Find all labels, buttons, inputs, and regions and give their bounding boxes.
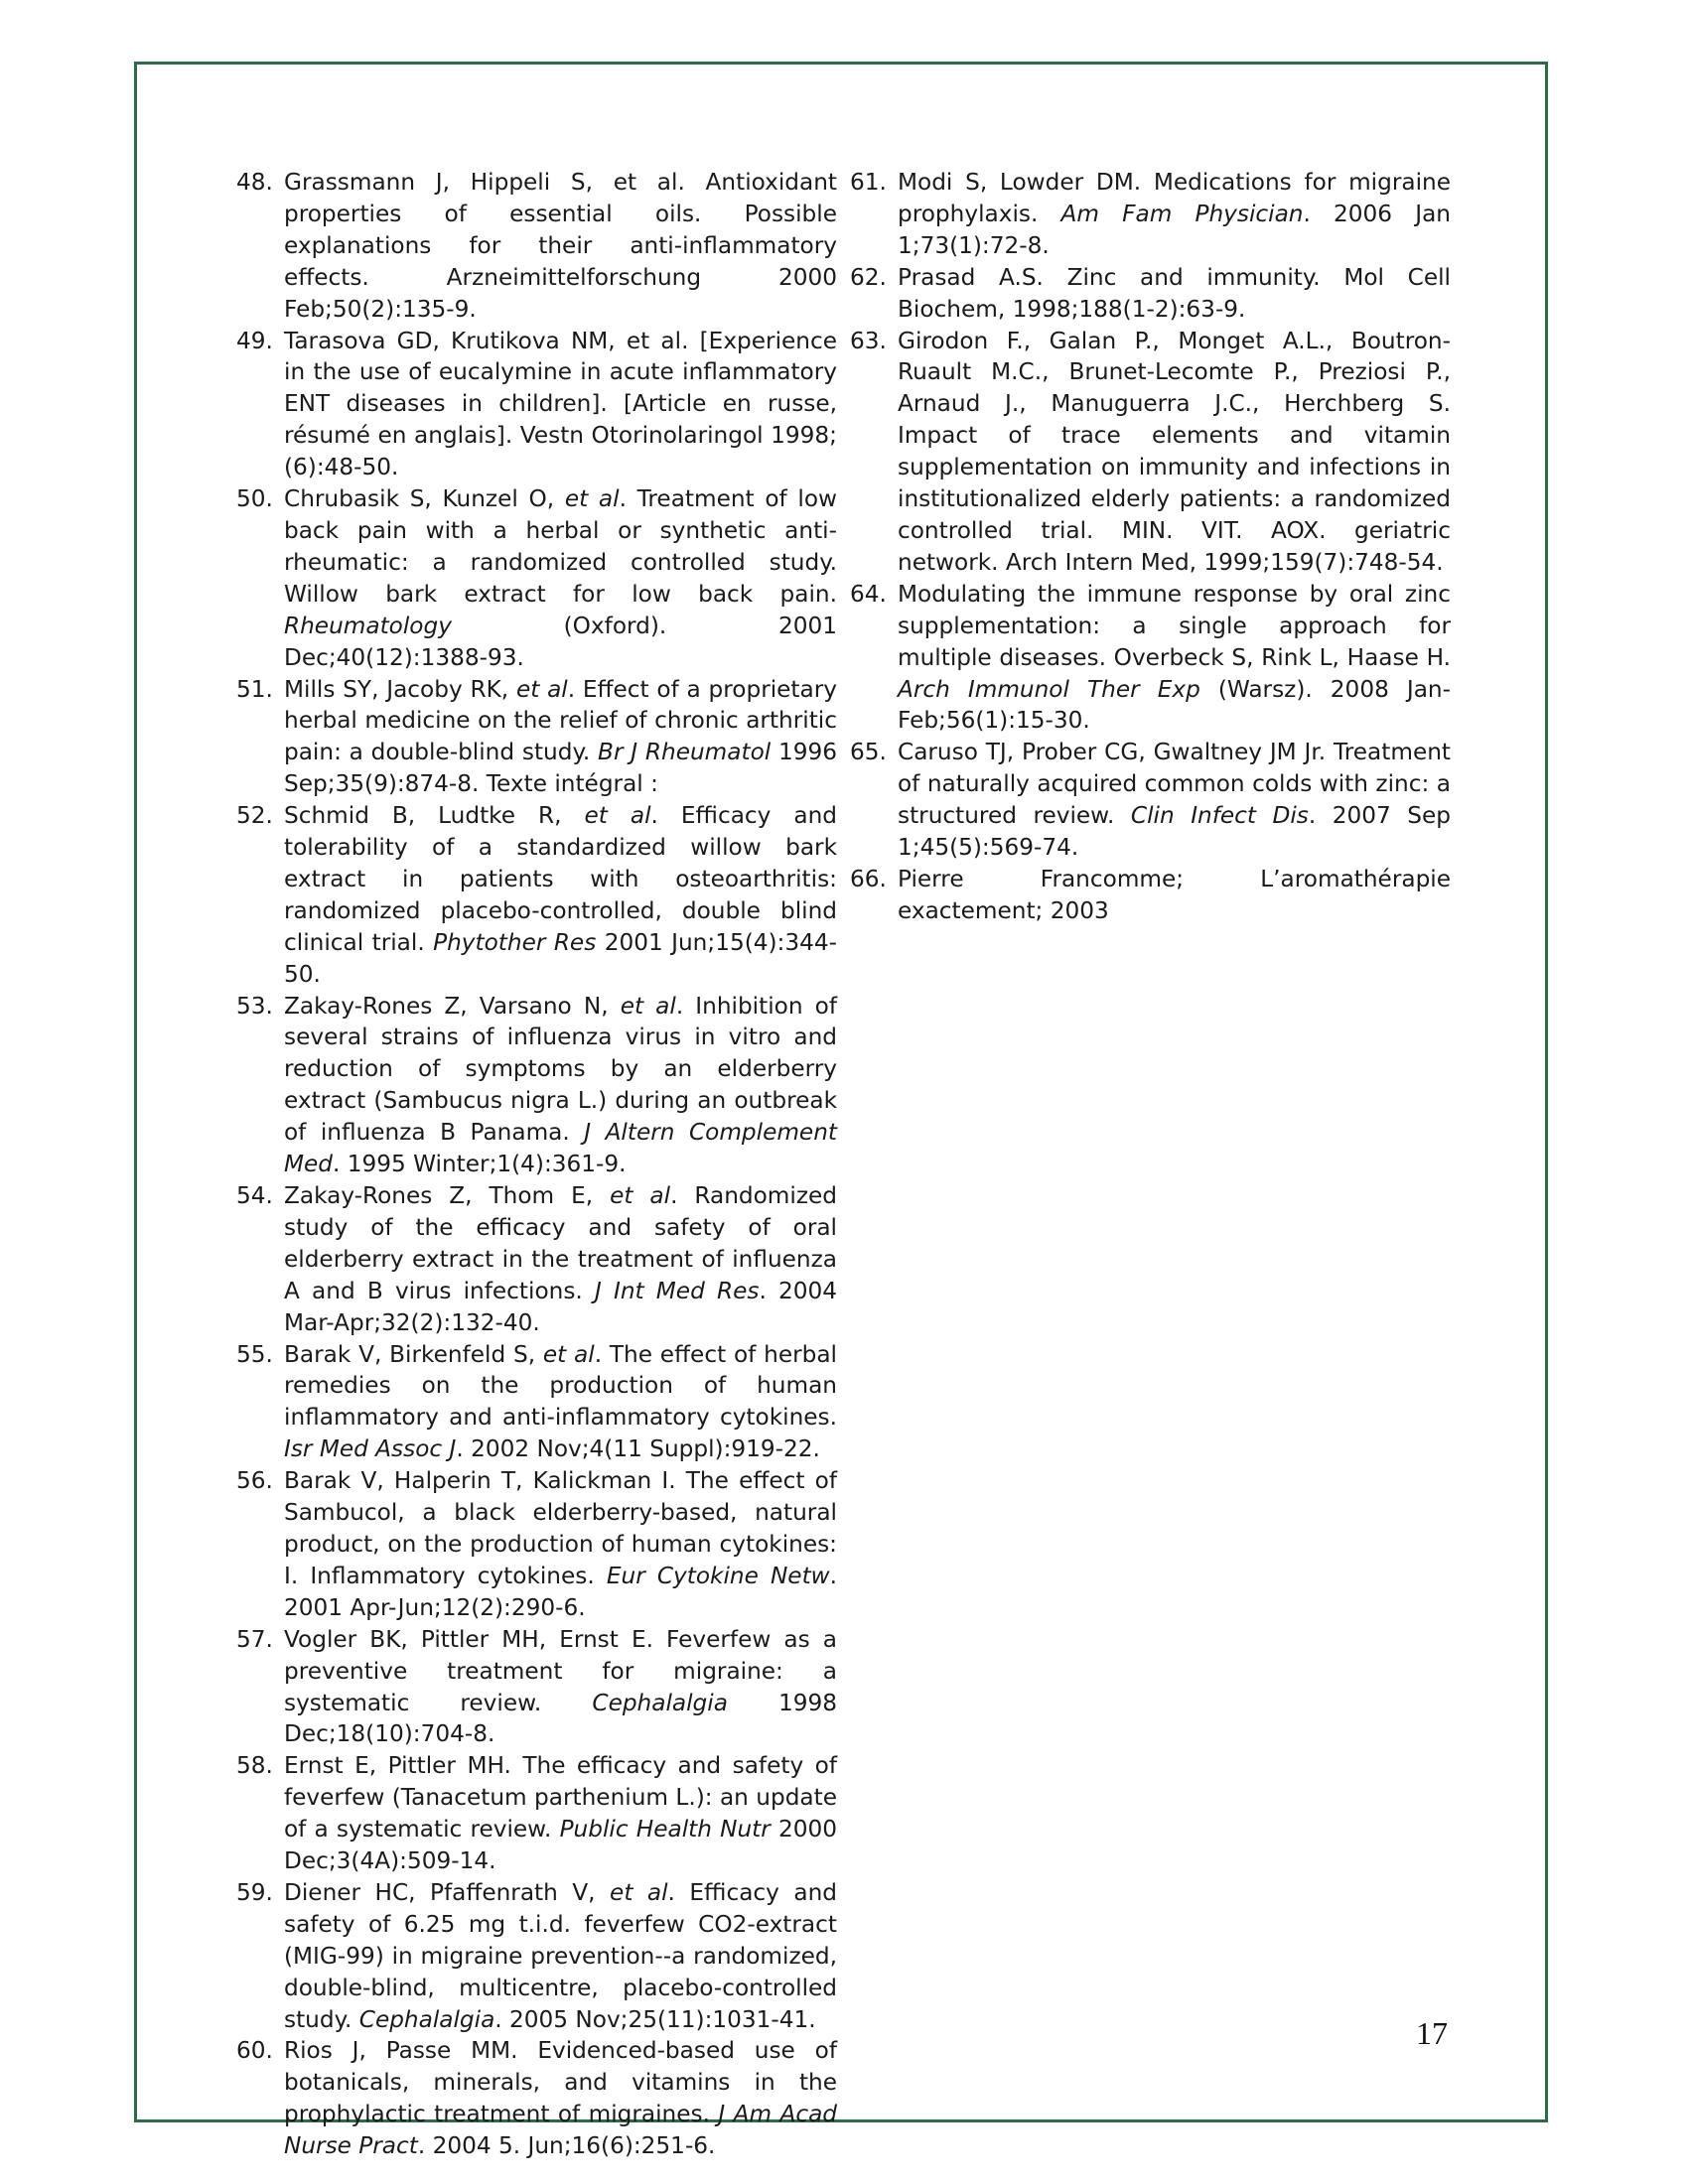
page-number: 17: [1416, 2015, 1448, 2051]
reference-text: [284, 1182, 837, 1336]
reference-segment: Zakay-Rones Z, Varsano N,: [284, 992, 621, 1020]
reference-segment: 2001 Jun;15(4):344-50.: [284, 928, 837, 988]
reference-segment: Zakay-Rones Z, Thom E,: [284, 1182, 611, 1209]
reference-text: [284, 1752, 837, 1874]
reference-segment: Pierre Francomme; L’aromathérapie exactement; 2003: [898, 865, 1451, 924]
reference-text: [284, 1626, 837, 1748]
reference-segment: . Inhibition of several strains of influenza virus in vitro and reduction of symptoms by an elderberry extract (Sambucus nigra L.) during an outbreak of influenza B Panama.: [284, 992, 837, 1147]
reference-number: 57.: [236, 1625, 273, 1653]
reference-segment: . 2005 Nov;25(11):1031-41.: [494, 2005, 816, 2033]
reference-italic-segment: et al: [620, 992, 676, 1020]
reference-item: [236, 800, 837, 990]
reference-segment: Caruso TJ, Prober CG, Gwaltney JM Jr. Treatment of naturally acquired common colds with zinc: a structured review.: [898, 739, 1451, 830]
reference-text: [284, 993, 837, 1178]
reference-segment: (Warsz). 2008 Jan-Feb;56(1):15-30.: [898, 675, 1451, 735]
reference-segment: . Treatment of low back pain with a herbal or synthetic anti-rheumatic: a randomized controlled study. Willow bark extract for low back pain.: [284, 485, 837, 608]
reference-number: 63.: [850, 327, 887, 354]
reference-segment: 2000 Dec;3(4A):509-14.: [284, 1816, 837, 1875]
reference-segment: (Oxford). 2001 Dec;40(12):1388-93.: [284, 612, 837, 671]
reference-text: [898, 739, 1451, 861]
reference-text: [284, 1467, 837, 1621]
reference-item: [850, 864, 1451, 927]
reference-italic-segment: et al: [610, 1182, 671, 1209]
reference-number: 55.: [236, 1340, 273, 1368]
reference-segment: . 2004 5. Jun;16(6):251-6.: [417, 2132, 716, 2160]
reference-italic-segment: Public Health Nutr: [559, 1816, 771, 1843]
reference-italic-segment: et al: [542, 1340, 595, 1368]
reference-italic-segment: J Altern Complement Med: [284, 1119, 837, 1178]
reference-segment: . Efficacy and safety of 6.25 mg t.i.d. feverfew CO2-extract (MIG-99) in migraine prevention--a randomized, double-blind, multicentre, placebo-controlled study.: [284, 1878, 838, 2033]
reference-number: 49.: [236, 327, 273, 354]
reference-text: [898, 581, 1451, 735]
reference-segment: Vogler BK, Pittler MH, Ernst E. Feverfew as a preventive treatment for migraine: a systematic review.: [284, 1625, 837, 1716]
reference-item: [236, 674, 837, 801]
reference-segment: Schmid B, Ludtke R,: [284, 802, 585, 830]
reference-item: [236, 1750, 837, 1877]
reference-item: [236, 326, 837, 484]
reference-segment: Grassmann J, Hippeli S, et al. Antioxidant properties of essential oils. Possible explanations for their anti-inflammatory effects. Arzneimittelforschung 2000 Feb;50(2):135-9.: [284, 169, 837, 323]
reference-segment: Modi S, Lowder DM. Medications for migraine prophylaxis.: [898, 169, 1451, 227]
reference-segment: Barak V, Birkenfeld S,: [284, 1340, 543, 1368]
reference-segment: Chrubasik S, Kunzel O,: [284, 485, 565, 513]
reference-number: 53.: [236, 992, 273, 1020]
reference-item: [236, 1624, 837, 1751]
reference-segment: . 2006 Jan 1;73(1):72-8.: [898, 200, 1451, 259]
reference-italic-segment: et al: [610, 1878, 668, 1906]
reference-text: [284, 485, 837, 671]
reference-italic-segment: Eur Cytokine Netw: [606, 1562, 830, 1589]
reference-item: [850, 167, 1451, 262]
reference-italic-segment: Am Fam Physician: [1060, 200, 1304, 227]
reference-text: [284, 328, 837, 481]
reference-segment: . 2001 Apr-Jun;12(2):290-6.: [284, 1562, 838, 1621]
reference-number: 62.: [850, 263, 887, 291]
reference-text: [284, 1341, 837, 1463]
reference-italic-segment: Phytother Res: [433, 928, 597, 956]
reference-text: [898, 264, 1451, 323]
reference-item: [850, 737, 1451, 864]
reference-item: [236, 991, 837, 1180]
reference-italic-segment: J Int Med Res: [594, 1277, 760, 1304]
reference-segment: Ernst E, Pittler MH. The efficacy and safety of feverfew (Tanacetum parthenium L.): an update of a systematic review.: [284, 1752, 837, 1843]
reference-segment: Rios J, Passe MM. Evidenced-based use of botanicals, minerals, and vitamins in the prophylactic treatment of migraines.: [284, 2037, 837, 2128]
reference-italic-segment: Rheumatology: [284, 612, 452, 639]
reference-number: 52.: [236, 802, 273, 830]
reference-segment: Tarasova GD, Krutikova NM, et al. [Experience in the use of eucalymine in acute inflammatory ENT diseases in children]. [Article en russe, résumé en anglais]. Vestn Otorinolaringol 1998;(6):48-50.: [284, 327, 837, 481]
reference-number: 66.: [850, 865, 887, 892]
reference-segment: . 2002 Nov;4(11 Suppl):919-22.: [456, 1435, 820, 1463]
reference-segment: Mills SY, Jacoby RK,: [284, 675, 516, 703]
reference-italic-segment: Cephalalgia: [358, 2005, 495, 2033]
reference-text: [898, 169, 1451, 259]
reference-item: [236, 2035, 837, 2162]
reference-item: [850, 326, 1451, 579]
reference-text: [284, 802, 837, 988]
reference-number: 58.: [236, 1752, 273, 1780]
reference-italic-segment: et al: [564, 485, 620, 513]
reference-italic-segment: Arch Immunol Ther Exp: [898, 675, 1200, 703]
reference-item: [236, 167, 837, 326]
reference-text: [898, 328, 1451, 576]
reference-number: 61.: [850, 169, 887, 196]
reference-text: [284, 1879, 837, 2033]
reference-segment: . 1995 Winter;1(4):361-9.: [333, 1151, 627, 1178]
reference-item: [236, 1877, 837, 2036]
reference-segment: . 2007 Sep 1;45(5):569-74.: [898, 802, 1451, 862]
reference-number: 60.: [236, 2037, 273, 2065]
reference-segment: 1998 Dec;18(10):704-8.: [284, 1689, 837, 1748]
reference-number: 48.: [236, 169, 273, 196]
reference-segment: . Effect of a proprietary herbal medicine on the relief of chronic arthritic pain: a double-blind study.: [284, 675, 837, 766]
reference-italic-segment: Clin Infect Dis: [1130, 802, 1309, 830]
reference-segment: . Efficacy and tolerability of a standardized willow bark extract in patients with osteoarthritis: randomized placebo-controlled, double blind clinical trial.: [284, 802, 837, 956]
reference-segment: . The effect of herbal remedies on the production of human inflammatory and anti-inflammatory cytokines.: [284, 1340, 837, 1432]
reference-number: 54.: [236, 1182, 273, 1209]
reference-item: [236, 1339, 837, 1466]
reference-item: [236, 1465, 837, 1624]
reference-italic-segment: et al: [584, 802, 651, 830]
reference-text: [898, 866, 1451, 924]
reference-segment: Girodon F., Galan P., Monget A.L., Boutron-Ruault M.C., Brunet-Lecomte P., Preziosi P., Arnaud J., Manuguerra J.C., Herchberg S. Impact of trace elements and vitamin supplementation on immunity and infections in institutionalized elderly patients: a randomized controlled trial. MIN. VIT. AOX. geriatric network. Arch Intern Med, 1999;159(7):748-54.: [898, 327, 1451, 576]
reference-segment: Modulating the immune response by oral zinc supplementation: a single approach for multiple diseases. Overbeck S, Rink L, Haase H.: [898, 580, 1451, 671]
reference-italic-segment: et al: [515, 675, 568, 703]
reference-segment: 1996 Sep;35(9):874-8. Texte intégral :: [284, 739, 838, 798]
references-left-column: [236, 167, 837, 2162]
reference-item: [236, 1180, 837, 1339]
reference-number: 51.: [236, 675, 273, 703]
reference-segment: Barak V, Halperin T, Kalickman I. The effect of Sambucol, a black elderberry-based, natural product, on the production of human cytokines: I. Inflammatory cytokines.: [284, 1467, 837, 1589]
reference-italic-segment: Cephalalgia: [592, 1689, 728, 1716]
reference-segment: . 2004 Mar-Apr;32(2):132-40.: [284, 1277, 837, 1336]
reference-item: [236, 483, 837, 673]
reference-number: 59.: [236, 1878, 273, 1906]
reference-segment: Prasad A.S. Zinc and immunity. Mol Cell Biochem, 1998;188(1-2):63-9.: [898, 263, 1451, 323]
reference-number: 56.: [236, 1467, 273, 1495]
reference-segment: Diener HC, Pfaffenrath V,: [284, 1878, 611, 1906]
reference-number: 50.: [236, 485, 273, 513]
reference-text: [284, 676, 837, 798]
reference-number: 64.: [850, 580, 887, 608]
reference-italic-segment: J Am Acad Nurse Pract: [284, 2101, 838, 2160]
reference-segment: . Randomized study of the efficacy and safety of oral elderberry extract in the treatment of influenza A and B virus infections.: [284, 1182, 837, 1304]
reference-italic-segment: Br J Rheumatol: [598, 739, 772, 766]
reference-text: [284, 169, 837, 323]
reference-item: [850, 579, 1451, 738]
references-right-column: [850, 167, 1451, 927]
reference-item: [850, 262, 1451, 326]
reference-italic-segment: Isr Med Assoc J: [284, 1435, 457, 1463]
reference-number: 65.: [850, 739, 887, 766]
reference-text: [284, 2037, 837, 2159]
